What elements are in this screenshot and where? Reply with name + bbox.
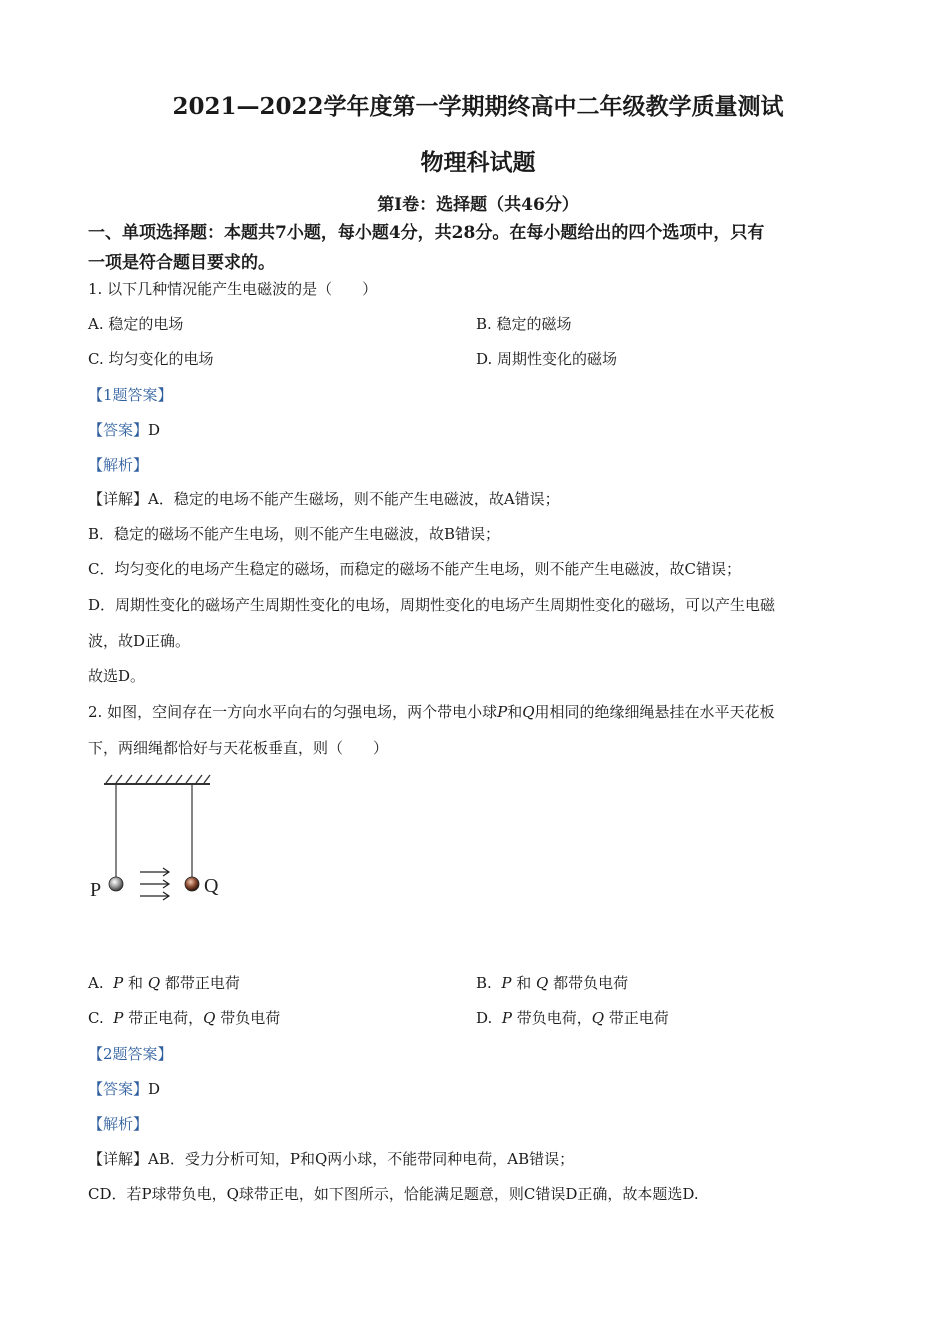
part-title: 第I卷：选择题（共46分） bbox=[377, 195, 579, 215]
ceiling bbox=[104, 775, 210, 784]
q1-detail-d-2: 波，故D正确。 bbox=[88, 632, 191, 650]
label-q: Q bbox=[204, 875, 219, 897]
q2-option-b-rest: 都带负电荷 bbox=[553, 974, 629, 992]
exam-title: 2021—2022学年度第一学期期终高中二年级教学质量测试 bbox=[172, 93, 784, 120]
q1-answer-tag: 【1题答案】 bbox=[88, 386, 173, 404]
q1-detail-d-1: D．周期性变化的磁场产生周期性变化的电场，周期性变化的电场产生周期性变化的磁场，可以产生电磁 bbox=[88, 596, 776, 614]
q2-option-a-mid: 和 bbox=[128, 974, 144, 992]
q2-stem-line-2: 下，两细绳都恰好与天花板垂直，则（ ） bbox=[88, 739, 389, 757]
q2-option-b-mid: 和 bbox=[516, 974, 532, 992]
q1-answer-label: 【答案】 bbox=[88, 421, 149, 439]
q2-option-b-p: P bbox=[501, 974, 512, 992]
q1-answer-value: D bbox=[148, 421, 161, 439]
q2-option-a-q: Q bbox=[147, 974, 161, 992]
q2-answer-value: D bbox=[148, 1080, 161, 1098]
q2-option-b-q: Q bbox=[536, 974, 549, 992]
q2-stem-p: P bbox=[497, 703, 508, 721]
q1-option-c: C. 均匀变化的电场 bbox=[88, 350, 214, 368]
q1-option-a: A. 稳定的电场 bbox=[88, 315, 184, 333]
q2-option-a-letter: A. bbox=[88, 974, 104, 992]
q1-detail-b: B．稳定的磁场不能产生电场，则不能产生电磁波，故B错误； bbox=[88, 525, 501, 543]
q1-answer-line bbox=[88, 419, 868, 441]
section-heading bbox=[88, 218, 868, 278]
q2-option-c-letter: C. bbox=[88, 1009, 104, 1027]
q2-option-d-mid: 带负电荷， bbox=[516, 1009, 592, 1027]
q2-answer-line bbox=[88, 1078, 868, 1100]
q2-option-b-letter: B. bbox=[476, 974, 492, 992]
q1-option-b: B. 稳定的磁场 bbox=[476, 315, 572, 333]
q1-conclusion: 故选D。 bbox=[88, 667, 146, 685]
q2-option-d-rest: 带正电荷 bbox=[608, 1009, 669, 1027]
q1-detail-c: C．均匀变化的电场产生稳定的磁场，而稳定的磁场不能产生电场，则不能产生电磁波，故C错误； bbox=[88, 560, 741, 578]
q2-stem-pre: 2. 如图，空间存在一方向水平向右的匀强电场，两个带电小球 bbox=[88, 703, 498, 721]
q2-detail-ab-line bbox=[88, 1148, 868, 1170]
q2-detail-ab: AB．受力分析可知，P和Q两小球，不能带同种电荷，AB错误； bbox=[148, 1150, 575, 1168]
q2-detail-label: 【详解】 bbox=[88, 1150, 149, 1168]
q1-detail-a-line bbox=[88, 488, 868, 510]
field-arrows bbox=[140, 868, 169, 900]
q2-stem-line-1 bbox=[88, 701, 868, 723]
q1-option-d: D. 周期性变化的磁场 bbox=[476, 350, 618, 368]
section-heading-line-1: 一、单项选择题：本题共7小题，每小题4分，共28分。在每小题给出的四个选项中，只有 bbox=[88, 223, 765, 243]
q1-detail-a: A．稳定的电场不能产生磁场，则不能产生电磁波，故A错误； bbox=[148, 490, 560, 508]
ball-q bbox=[185, 877, 199, 891]
subject-title: 物理科试题 bbox=[420, 149, 536, 176]
q2-answer-label: 【答案】 bbox=[88, 1080, 149, 1098]
q2-answer-tag: 【2题答案】 bbox=[88, 1045, 173, 1063]
section-heading-line-2: 一项是符合题目要求的。 bbox=[88, 253, 275, 273]
q2-option-d bbox=[476, 1007, 669, 1029]
q2-option-d-p: P bbox=[501, 1009, 512, 1027]
label-p: P bbox=[90, 879, 102, 901]
q1-analysis-tag: 【解析】 bbox=[88, 456, 149, 474]
q2-analysis-tag: 【解析】 bbox=[88, 1115, 149, 1133]
q2-option-b bbox=[476, 972, 628, 994]
q2-figure bbox=[84, 768, 234, 908]
q2-option-a-rest: 都带正电荷 bbox=[164, 974, 240, 992]
q2-stem-post: 用相同的绝缘细绳悬挂在水平天花板 bbox=[534, 703, 775, 721]
q2-stem-q: Q bbox=[522, 703, 535, 721]
q2-option-c-rest: 带负电荷 bbox=[220, 1009, 281, 1027]
q2-stem-and: 和 bbox=[507, 703, 523, 721]
q1-stem: 1. 以下几种情况能产生电磁波的是（ ） bbox=[88, 280, 378, 298]
q2-option-d-letter: D. bbox=[476, 1009, 493, 1027]
q2-option-c-mid: 带正电荷， bbox=[128, 1009, 204, 1027]
q2-detail-cd: CD．若P球带负电，Q球带正电，如下图所示，恰能满足题意，则C错误D正确，故本题选D. bbox=[88, 1185, 699, 1203]
ball-p bbox=[109, 877, 123, 891]
q2-option-a-p: P bbox=[113, 974, 124, 992]
q2-option-d-q: Q bbox=[591, 1009, 605, 1027]
q2-option-c-p: P bbox=[113, 1009, 124, 1027]
q2-option-c-q: Q bbox=[203, 1009, 216, 1027]
q1-detail-label: 【详解】 bbox=[88, 490, 149, 508]
